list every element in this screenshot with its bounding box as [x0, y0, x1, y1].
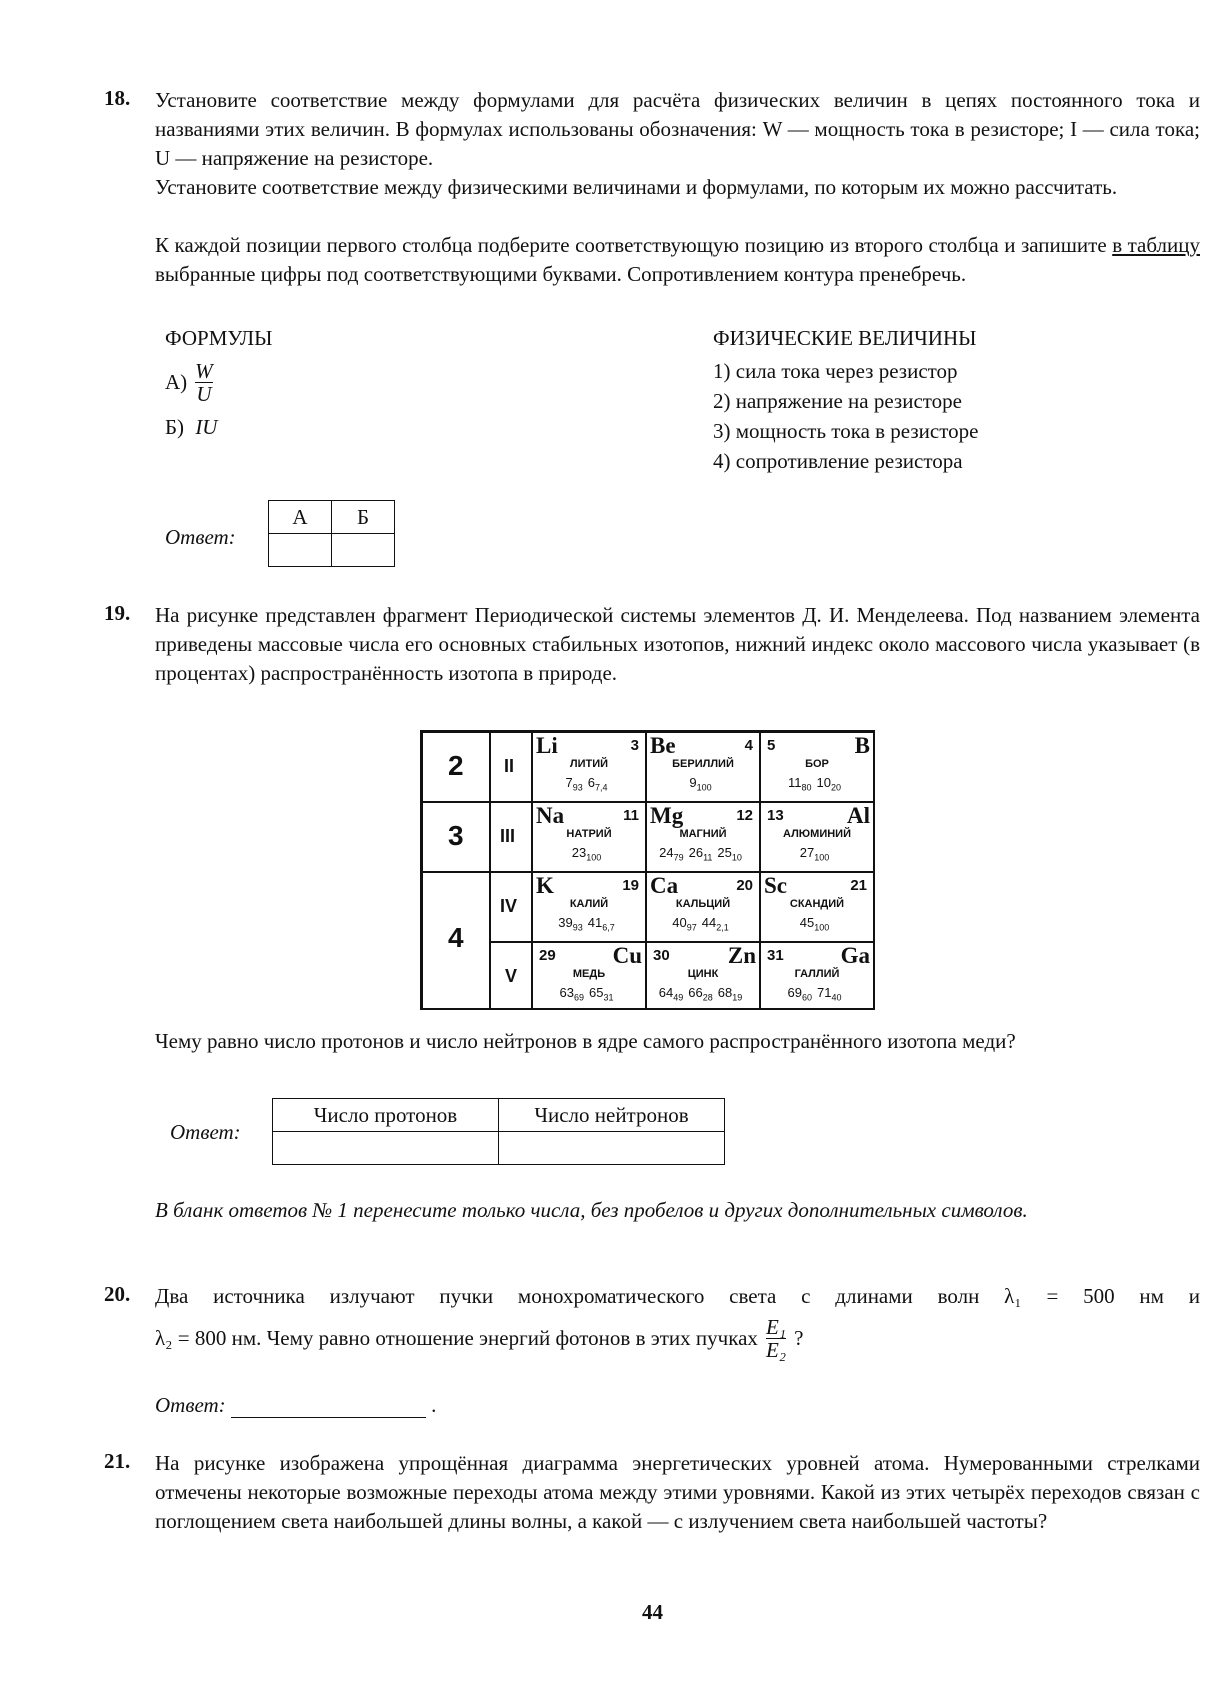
list-item: 4) сопротивление резистора: [713, 449, 963, 473]
list-item: 2) напряжение на резисторе: [713, 389, 962, 413]
isotope: $26_{11}$: [688, 845, 713, 863]
isotope: $10_{20}$: [816, 775, 841, 793]
element-name: МАГНИЙ: [679, 828, 727, 840]
answer-col-b: Б: [332, 501, 395, 534]
q21-paragraph: На рисунке изображена упрощённая диаграмма энергетических уровней атома. Нумерованными стрелками отмечены некоторые возможные переходы атома между этими уровнями. Какой из этих четырёх переходов связан с поглощением света наибольшей длины волны, а какой — с излучением света наибольшей частоты?: [155, 1451, 1200, 1533]
element-cell: [532, 802, 646, 872]
isotope-list: [761, 845, 873, 863]
isotope-list: [533, 985, 645, 1003]
element-name: БЕРИЛЛИЙ: [672, 758, 734, 770]
element-cell: [760, 942, 874, 1009]
element-grid: [532, 732, 874, 1009]
element-cell: [646, 732, 760, 802]
isotope: $63_{69}$: [559, 985, 584, 1003]
isotope: $44_{2,1}$: [701, 915, 729, 933]
element-cell: [532, 942, 646, 1009]
quantities-list: [713, 356, 978, 476]
formulas-header: ФОРМУЛЫ: [165, 326, 273, 350]
list-item: 3) мощность тока в резисторе: [713, 419, 979, 443]
neutrons-header: Число нейтронов: [499, 1099, 725, 1132]
q19-note: В бланк ответов № 1 перенесите только числа, без пробелов и других дополнительных символов.: [155, 1198, 1028, 1222]
element-cell: [646, 942, 760, 1009]
isotope: $41_{6,7}$: [587, 915, 615, 933]
element-cell: [646, 872, 760, 942]
q21-number: 21.: [104, 1449, 131, 1473]
isotope: $24_{79}$: [659, 845, 684, 863]
period-label: 3: [448, 820, 464, 851]
q18-paragraph-3: К каждой позиции первого столбца подберите соответствующую позицию из второго столбца и запишите в таблицу выбранные цифры под соответствующими буквами. Сопротивлением контура пренебречь.: [155, 233, 1200, 286]
element-name: КАЛЬЦИЙ: [675, 898, 731, 910]
q18-answer-table: [268, 500, 395, 567]
element-cell: [532, 872, 646, 942]
element-cell: [760, 872, 874, 942]
q20-line-2: λ₂ = 800 нм. Чему равно отношение энергий фотонов в этих пучках $\frac{\text{E₁}}{\text{E₂}}$ ?: [155, 1315, 804, 1362]
element-name: МЕДЬ: [572, 968, 606, 980]
q18-paragraph-2: Установите соответствие между физическими величинами и формулами, по которым их можно рассчитать.: [155, 175, 1118, 199]
row-label: IV: [500, 896, 518, 916]
isotope: $68_{19}$: [717, 985, 743, 1003]
element-symbol: Li: [536, 733, 558, 758]
element-name: ЦИНК: [687, 968, 719, 980]
element-cell: [760, 802, 874, 872]
period-label: 4: [448, 922, 464, 953]
isotope-list: [761, 775, 873, 793]
element-symbol: Zn: [727, 943, 756, 968]
q18-number: 18.: [104, 86, 131, 110]
isotope: $6_{7,4}$: [587, 775, 608, 793]
element-symbol: Be: [650, 733, 676, 758]
element-name: ЛИТИЙ: [569, 758, 609, 770]
isotope: $23_{100}$: [571, 845, 602, 863]
isotope: $64_{49}$: [658, 985, 684, 1003]
element-symbol: Ga: [840, 943, 870, 968]
q19-number: 19.: [104, 601, 131, 625]
atomic-number: 19: [622, 877, 639, 894]
neutrons-answer-cell[interactable]: [499, 1132, 725, 1165]
atomic-number: 4: [744, 737, 753, 754]
row-label: V: [505, 966, 518, 986]
isotope-list: [647, 775, 759, 793]
isotope: $40_{97}$: [672, 915, 697, 933]
isotope: $7_{93}$: [565, 775, 583, 793]
isotope-list: [647, 845, 759, 863]
page-number: 44: [642, 1600, 663, 1624]
q18-paragraph-1: Установите соответствие между формулами для расчёта физических величин в цепях постоянного тока и названиями этих величин. В формулах использованы обозначения: W — мощность тока в резисторе; I — сила тока; U — напряжение на резисторе.: [155, 88, 1200, 170]
protons-answer-cell[interactable]: [273, 1132, 499, 1165]
atomic-number: 12: [736, 807, 753, 824]
q20-answer-field[interactable]: [231, 1395, 426, 1418]
isotope: $25_{10}$: [717, 845, 742, 863]
q20-answer: Ответ: .: [155, 1393, 437, 1417]
atomic-number: 30: [653, 947, 670, 964]
element-name: КАЛИЙ: [569, 898, 609, 910]
isotope: $27_{100}$: [799, 845, 830, 863]
energy-ratio-fraction: $\frac{\text{E₁}}{\text{E₂}}$: [765, 1315, 787, 1362]
isotope-list: [761, 915, 873, 933]
atomic-number: 29: [539, 947, 556, 964]
isotope: $66_{28}$: [688, 985, 713, 1003]
isotope-list: [761, 985, 873, 1003]
isotope-list: [647, 915, 759, 933]
atomic-number: 11: [623, 807, 639, 824]
q18-answer-label: Ответ:: [165, 525, 236, 549]
element-cell: [532, 732, 646, 802]
element-symbol: Al: [847, 803, 870, 828]
isotope: $45_{100}$: [799, 915, 830, 933]
list-item: 1) сила тока через резистор: [713, 359, 958, 383]
isotope: $71_{40}$: [817, 985, 842, 1003]
element-symbol: Cu: [612, 943, 642, 968]
element-cell: [646, 802, 760, 872]
element-symbol: Mg: [650, 803, 684, 828]
element-symbol: K: [536, 873, 554, 898]
isotope-list: [533, 915, 645, 933]
atomic-number: 3: [630, 737, 639, 754]
q19-question: Чему равно число протонов и число нейтронов в ядре самого распространённого изотопа меди?: [155, 1029, 1016, 1053]
atomic-number: 13: [767, 807, 784, 824]
q20-number: 20.: [104, 1282, 131, 1306]
isotope-list: [533, 775, 645, 793]
row-label: II: [504, 756, 515, 776]
element-name: СКАНДИЙ: [789, 898, 845, 910]
quantities-header: ФИЗИЧЕСКИЕ ВЕЛИЧИНЫ: [713, 326, 977, 350]
answer-cell-b[interactable]: [332, 534, 395, 567]
element-cell: [760, 732, 874, 802]
atomic-number: 5: [767, 737, 776, 754]
atomic-number: 31: [767, 947, 784, 964]
atomic-number: 20: [736, 877, 753, 894]
isotope: $65_{31}$: [589, 985, 614, 1003]
q19-answer-table: [272, 1098, 725, 1165]
row-label: III: [500, 826, 516, 846]
answer-col-a: А: [269, 501, 332, 534]
q19-answer-label: Ответ:: [170, 1120, 241, 1144]
atomic-number: 21: [850, 877, 867, 894]
isotope: $11_{80}$: [788, 775, 812, 793]
formula-a: А) $\frac{W}{U}$: [165, 359, 213, 406]
element-name: НАТРИЙ: [566, 828, 612, 840]
isotope: $9_{100}$: [689, 775, 712, 793]
q19-paragraph: На рисунке представлен фрагмент Периодической системы элементов Д. И. Менделеева. Под названием элемента приведены массовые числа его основных стабильных изотопов, нижний индекс около массового числа указывает (в процентах) распространённость изотопа в природе.: [155, 603, 1200, 685]
formula-b: Б) IU: [165, 415, 218, 439]
protons-header: Число протонов: [273, 1099, 499, 1132]
element-name: АЛЮМИНИЙ: [783, 828, 851, 840]
element-symbol: Na: [536, 803, 565, 828]
formula-a-fraction: $\frac{W}{U}$: [195, 359, 213, 406]
isotope: $39_{93}$: [558, 915, 583, 933]
isotope-list: [533, 845, 645, 863]
q20-line-1: Два источника излучают пучки монохроматического света с длинами волн λ₁ = 500 нм и: [155, 1284, 1200, 1308]
element-name: БОР: [805, 758, 829, 770]
element-name: ГАЛЛИЙ: [794, 968, 840, 980]
element-symbol: Ca: [650, 873, 679, 898]
element-symbol: B: [854, 733, 870, 758]
isotope-list: [647, 985, 759, 1003]
table-link: в таблицу: [1112, 233, 1200, 257]
period-label: 2: [448, 750, 464, 781]
periodic-table-fragment: [420, 730, 875, 1010]
element-symbol: Sc: [764, 873, 787, 898]
answer-cell-a[interactable]: [269, 534, 332, 567]
isotope: $69_{60}$: [787, 985, 812, 1003]
